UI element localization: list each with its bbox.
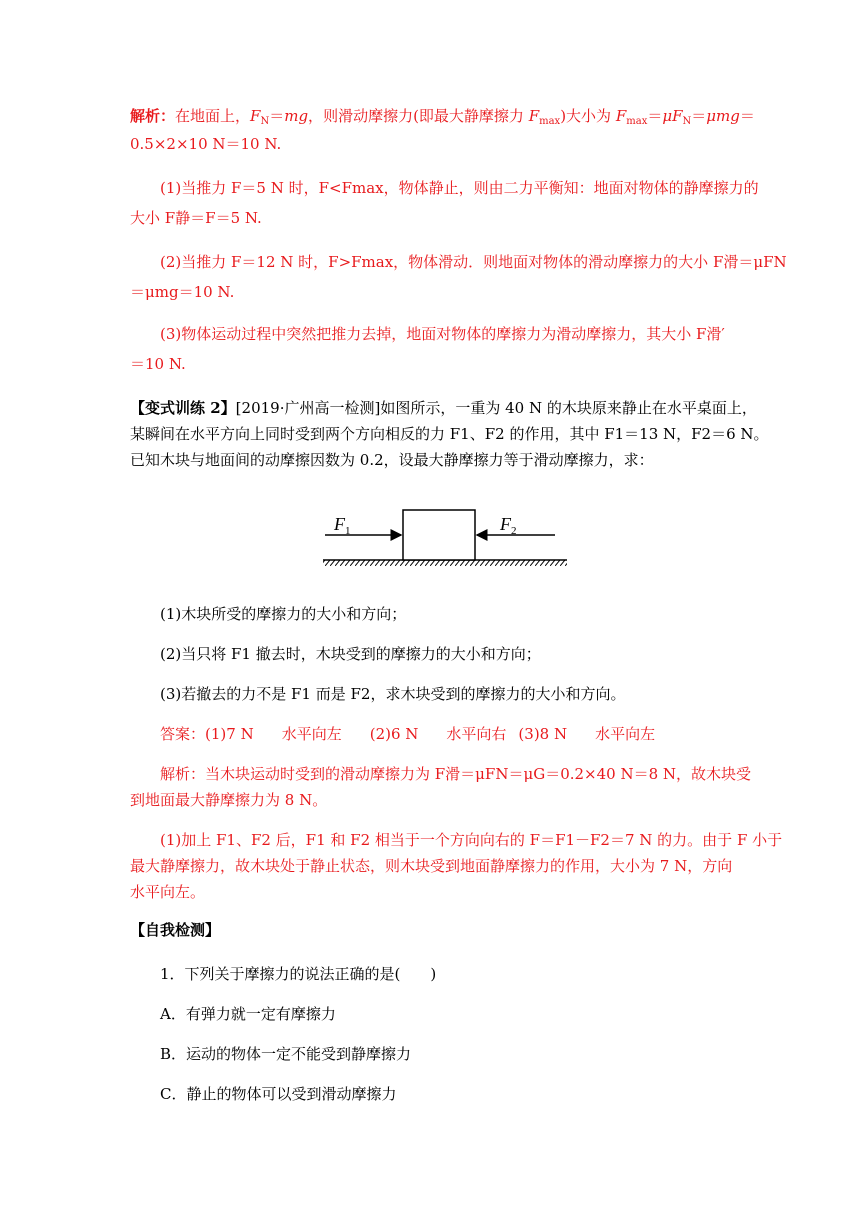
analysis-line-1: 解析：在地面上，$F_N=mg$，则滑动摩擦力(即最大静摩擦力 $F_{max}$)大小为 $F_{max}=\mu F_N=\mu mg=$ [130, 107, 755, 127]
option-c: C．静止的物体可以受到滑动摩擦力 [160, 1085, 397, 1103]
part2-line-2: ＝μmg＝10 N. [130, 283, 235, 301]
answer-line: 答案：(1)7 N 水平向左 (2)6 N 水平向右 (3)8 N 水平向左 [160, 725, 656, 743]
exercise-source: [2019·广州高一检测] [235, 399, 381, 417]
selfcheck-heading: 【自我检测】 [130, 921, 221, 939]
analysis-line-2: 0.5×2×10 N＝10 N. [130, 135, 282, 153]
ground-hatch [323, 560, 567, 566]
part1-line-2: 大小 F静＝F＝5 N. [130, 209, 262, 227]
question-2: (2)当只将 F1 撤去时，木块受到的摩擦力的大小和方向； [160, 645, 541, 663]
analysis3-line-3: 水平向左。 [130, 883, 206, 901]
analysis3-line-2: 最大静摩擦力，故木块处于静止状态，则木块受到地面静摩擦力的作用，大小为 7 N，方向 [130, 857, 733, 875]
part3-line-1: (3)物体运动过程中突然把推力去掉，地面对物体的摩擦力为滑动摩擦力，其大小 F滑′ [160, 325, 725, 343]
part2-line-1: (2)当推力 F＝12 N 时，F>Fmax，物体滑动．则地面对物体的滑动摩擦力的大小 F滑＝μFN [160, 253, 787, 271]
answer-label: 答案： [160, 725, 206, 743]
exercise-tag: 【变式训练 2】 [130, 399, 236, 417]
exercise-line-2: 某瞬间在水平方向上同时受到两个方向相反的力 F1、F2 的作用，其中 F1＝13 N，F2＝6 N。 [130, 425, 769, 443]
part1-line-1: (1)当推力 F＝5 N 时，F<Fmax，物体静止，则由二力平衡知：地面对物体的静摩擦力的 [160, 179, 759, 197]
selfcheck-question: 1．下列关于摩擦力的说法正确的是( ) [160, 965, 437, 983]
analysis2-line-1: 解析：当木块运动时受到的滑动摩擦力为 F滑＝μFN＝μG＝0.2×40 N＝8 N，故木块受 [160, 765, 752, 783]
option-b: B．运动的物体一定不能受到静摩擦力 [160, 1045, 412, 1063]
exercise-line-3: 已知木块与地面间的动摩擦因数为 0.2，设最大静摩擦力等于滑动摩擦力，求： [130, 451, 654, 469]
analysis-label: 解析： [130, 107, 176, 125]
f2-label: $F_2$ [500, 514, 517, 537]
part3-line-2: ＝10 N. [130, 355, 186, 373]
f1-label: $F_1$ [334, 514, 351, 537]
force-diagram [320, 500, 570, 580]
option-a: A．有弹力就一定有摩擦力 [160, 1005, 336, 1023]
analysis2-line-2: 到地面最大静摩擦力为 8 N。 [130, 791, 328, 809]
question-3: (3)若撤去的力不是 F1 而是 F2，求木块受到的摩擦力的大小和方向。 [160, 685, 626, 703]
analysis3-line-1: (1)加上 F1、F2 后，F1 和 F2 相当于一个方向向右的 F＝F1－F2＝7 N 的力。由于 F 小于 [160, 831, 783, 849]
exercise-line-1: 【变式训练 2】[2019·广州高一检测]如图所示，一重为 40 N 的木块原来静止在水平桌面上， [130, 399, 757, 417]
question-1: (1)木块所受的摩擦力的大小和方向； [160, 605, 407, 623]
wood-block [403, 510, 475, 560]
